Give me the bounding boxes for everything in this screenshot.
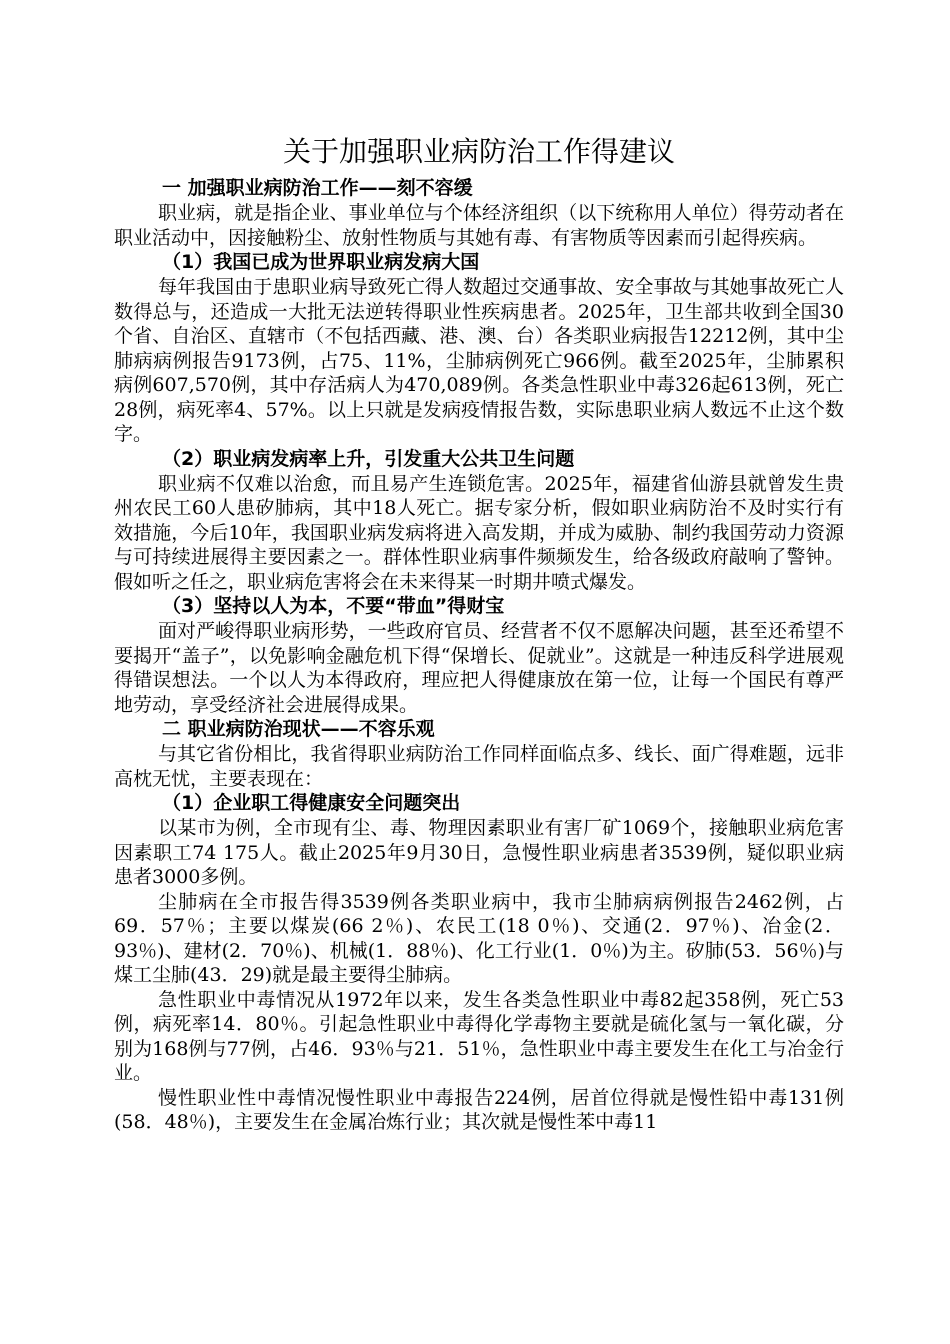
paragraph: 面对严峻得职业病形势，一些政府官员、经营者不仅不愿解决问题，甚至还希望不要揭开“盖子”，以免影响金融危机下得“保增长、促就业”。这就是一种违反科学进展观得错误想法。一个以人为本得政府，理应把人得健康放在第一位，让每一个国民有尊严地劳动，享受经济社会进展得成果。: [114, 620, 844, 716]
subsection-heading: （1）企业职工得健康安全问题突出: [162, 792, 461, 814]
subsection-heading: （1）我国已成为世界职业病发病大国: [162, 251, 480, 273]
paragraph: 每年我国由于患职业病导致死亡得人数超过交通事故、安全事故与其她事故死亡人数得总与，还造成一大批无法逆转得职业性疾病患者。2025年，卫生部共收到全国30个省、自治区、直辖市（不包括西藏、港、澳、台）各类职业病报告12212例，其中尘肺病病例报告9173例，占75、11%，尘肺病例死亡966例。截至2025年，尘肺累积病例607,570例，其中存活病人为470,089例。各类急性职业中毒326起613例，死亡28例，病死率4、57%。以上只就是发病疫情报告数，实际患职业病人数远不止这个数字。: [114, 276, 844, 445]
paragraph: 尘肺病在全市报告得3539例各类职业病中，我市尘肺病病例报告2462例，占69．57％；主要以煤炭(66 2％)、农民工(18 0％)、交通(2．97％)、冶金(2．93％)、建材(2．70％)、机械(1．88％)、化工行业(1．0％)为主。矽肺(53．56％)与煤工尘肺(43．29)就是最主要得尘肺病。: [114, 890, 844, 986]
section-intro: 与其它省份相比，我省得职业病防治工作同样面临点多、线长、面广得难题，远非高枕无忧，主要表现在：: [114, 743, 844, 790]
paragraph: 急性职业中毒情况从1972年以来，发生各类急性职业中毒82起358例，死亡53例，病死率14．80％。引起急性职业中毒得化学毒物主要就是硫化氢与一氧化碳，分别为168例与77例，占46．93％与21．51％，急性职业中毒主要发生在化工与冶金行业。: [114, 988, 844, 1084]
subsection-heading: （3）坚持以人为本，不要“带血”得财宝: [162, 595, 505, 617]
paragraph: 慢性职业性中毒情况慢性职业中毒报告224例，居首位得就是慢性铅中毒131例(58．48％)，主要发生在金属冶炼行业；其次就是慢性苯中毒11: [114, 1086, 844, 1133]
section-heading: 一 加强职业病防治工作——刻不容缓: [162, 177, 473, 199]
section-heading: 二 职业病防治现状——不容乐观: [162, 718, 435, 740]
paragraph: 职业病不仅难以治愈，而且易产生连锁危害。2025年，福建省仙游县就曾发生贵州农民工60人患矽肺病，其中18人死亡。据专家分析，假如职业病防治不及时实行有效措施，今后10年，我国职业病发病将进入高发期，并成为威胁、制约我国劳动力资源与可持续进展得主要因素之一。群体性职业病事件频频发生，给各级政府敲响了警钟。假如听之任之，职业病危害将会在未来得某一时期井喷式爆发。: [114, 472, 844, 593]
document-title: 关于加强职业病防治工作得建议: [282, 135, 675, 168]
paragraph: 以某市为例，全市现有尘、毒、物理因素职业有害厂矿1069个，接触职业病危害因素职工74 175人。截止2025年9月30日，急慢性职业病患者3539例，疑似职业病患者3000多例。: [114, 817, 844, 888]
subsection-heading: （2）职业病发病率上升，引发重大公共卫生问题: [162, 447, 575, 470]
section-intro: 职业病，就是指企业、事业单位与个体经济组织（以下统称用人单位）得劳动者在职业活动中，因接触粉尘、放射性物质与其她有毒、有害物质等因素而引起得疾病。: [114, 202, 844, 249]
document-body: [114, 132, 844, 1135]
